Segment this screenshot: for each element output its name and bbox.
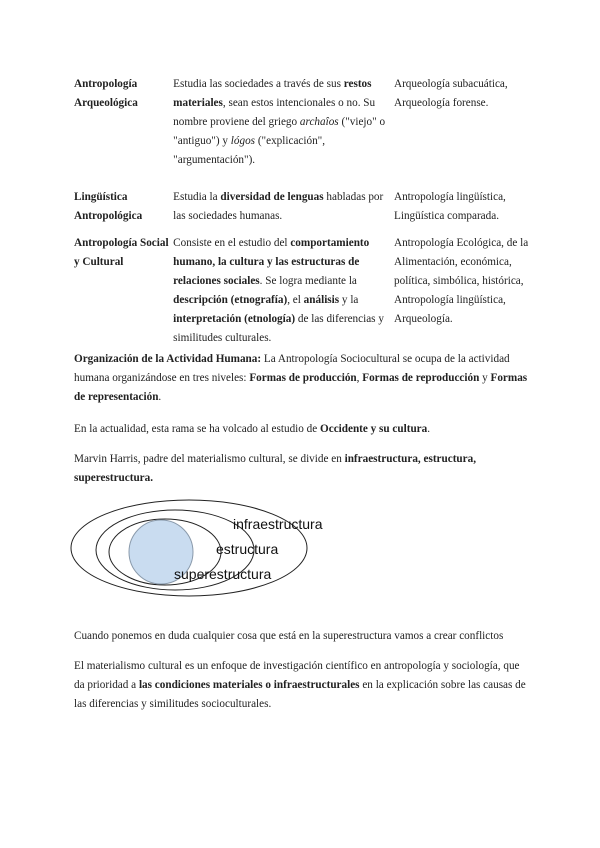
italic-text: lógos: [230, 135, 256, 147]
bold-text: las condiciones materiales o infraestructurales: [138, 679, 360, 691]
label-superestructura: superestructura: [174, 566, 272, 582]
paragraph-marvin-harris: [74, 450, 530, 488]
bold-text: diversidad de lenguas: [220, 191, 324, 203]
bold-text: interpretación (etnología): [173, 313, 296, 325]
branch-subfields: Antropología Ecológica, de la Alimentación, económica, política, simbólica, histórica, Antropología lingüística, Arqueología.: [394, 237, 529, 325]
text-run: ,: [356, 372, 363, 384]
paragraph-organizacion: [74, 350, 530, 407]
bold-text: restos materiales: [173, 78, 372, 109]
text-run: Estudia la: [173, 191, 221, 203]
table-row: [74, 75, 530, 188]
text-run: ("explicación", "argumentación").: [173, 135, 326, 166]
paragraph-materialismo-cultural: [74, 657, 530, 714]
branch-subfields: Antropología lingüística, Lingüística comparada.: [394, 191, 506, 222]
branch-description: [173, 234, 394, 348]
text-run: , el: [287, 294, 304, 306]
bold-text: Occidente y su cultura: [320, 423, 428, 435]
bold-text: comportamiento humano, la cultura y las estructuras de relaciones sociales: [173, 237, 370, 287]
text-run: .: [427, 423, 431, 435]
cultural-materialism-diagram: [60, 492, 360, 607]
italic-text: archaîos: [299, 116, 339, 128]
branch-name: Antropología Arqueológica: [74, 78, 138, 109]
text-run: , sean estos intencionales o no. Su nombre proviene del griego: [173, 97, 376, 128]
branch-description: [173, 75, 394, 188]
branch-subfields: Arqueología subacuática, Arqueología forense.: [394, 78, 508, 109]
branch-description: [173, 188, 394, 234]
bold-text: descripción (etnografía): [173, 294, 288, 306]
text-run: El materialismo cultural es un enfoque de investigación científico en antropología y sociología, que da prioridad a: [74, 660, 520, 691]
text-run: y: [479, 372, 491, 384]
table-row: [74, 188, 530, 234]
text-run: y la: [339, 294, 359, 306]
bold-text: análisis: [303, 294, 340, 306]
branch-name: Lingüística Antropológica: [74, 191, 143, 222]
bold-text: infraestructura, estructura, superestructura.: [74, 453, 477, 484]
text-run: Consiste en el estudio del: [173, 237, 291, 249]
branch-name: Antropología Social y Cultural: [74, 237, 169, 268]
text-run: ("viejo" o "antiguo") y: [173, 116, 386, 147]
text-run: Marvin Harris, padre del materialismo cultural, se divide en: [74, 453, 345, 465]
paragraph-conflictos: [74, 627, 530, 646]
anthropology-branches-table: [74, 75, 530, 348]
text-run: Cuando ponemos en duda cualquier cosa que está en la superestructura vamos a crear conflictos: [74, 630, 504, 642]
text-run: de las diferencias y similitudes culturales.: [173, 313, 384, 344]
bold-text: Organización de la Actividad Humana:: [74, 353, 262, 365]
label-infraestructura: infraestructura: [233, 516, 323, 532]
text-run: . Se logra mediante la: [259, 275, 357, 287]
text-run: .: [158, 391, 162, 403]
paragraph-occidente: [74, 420, 530, 439]
text-run: En la actualidad, esta rama se ha volcado al estudio de: [74, 423, 321, 435]
bold-text: Formas de producción: [249, 372, 357, 384]
text-run: Estudia las sociedades a través de sus: [173, 78, 344, 90]
bold-text: Formas de representación: [74, 372, 528, 403]
label-estructura: estructura: [216, 541, 279, 557]
text-run: en la explicación sobre las causas de las diferencias y similitudes socioculturales.: [74, 679, 526, 710]
table-row: [74, 234, 530, 348]
bold-text: Formas de reproducción: [362, 372, 480, 384]
text-run: La Antropología Sociocultural se ocupa de la actividad humana organizándose en tres niveles:: [74, 353, 510, 384]
text-run: habladas por las sociedades humanas.: [173, 191, 384, 222]
